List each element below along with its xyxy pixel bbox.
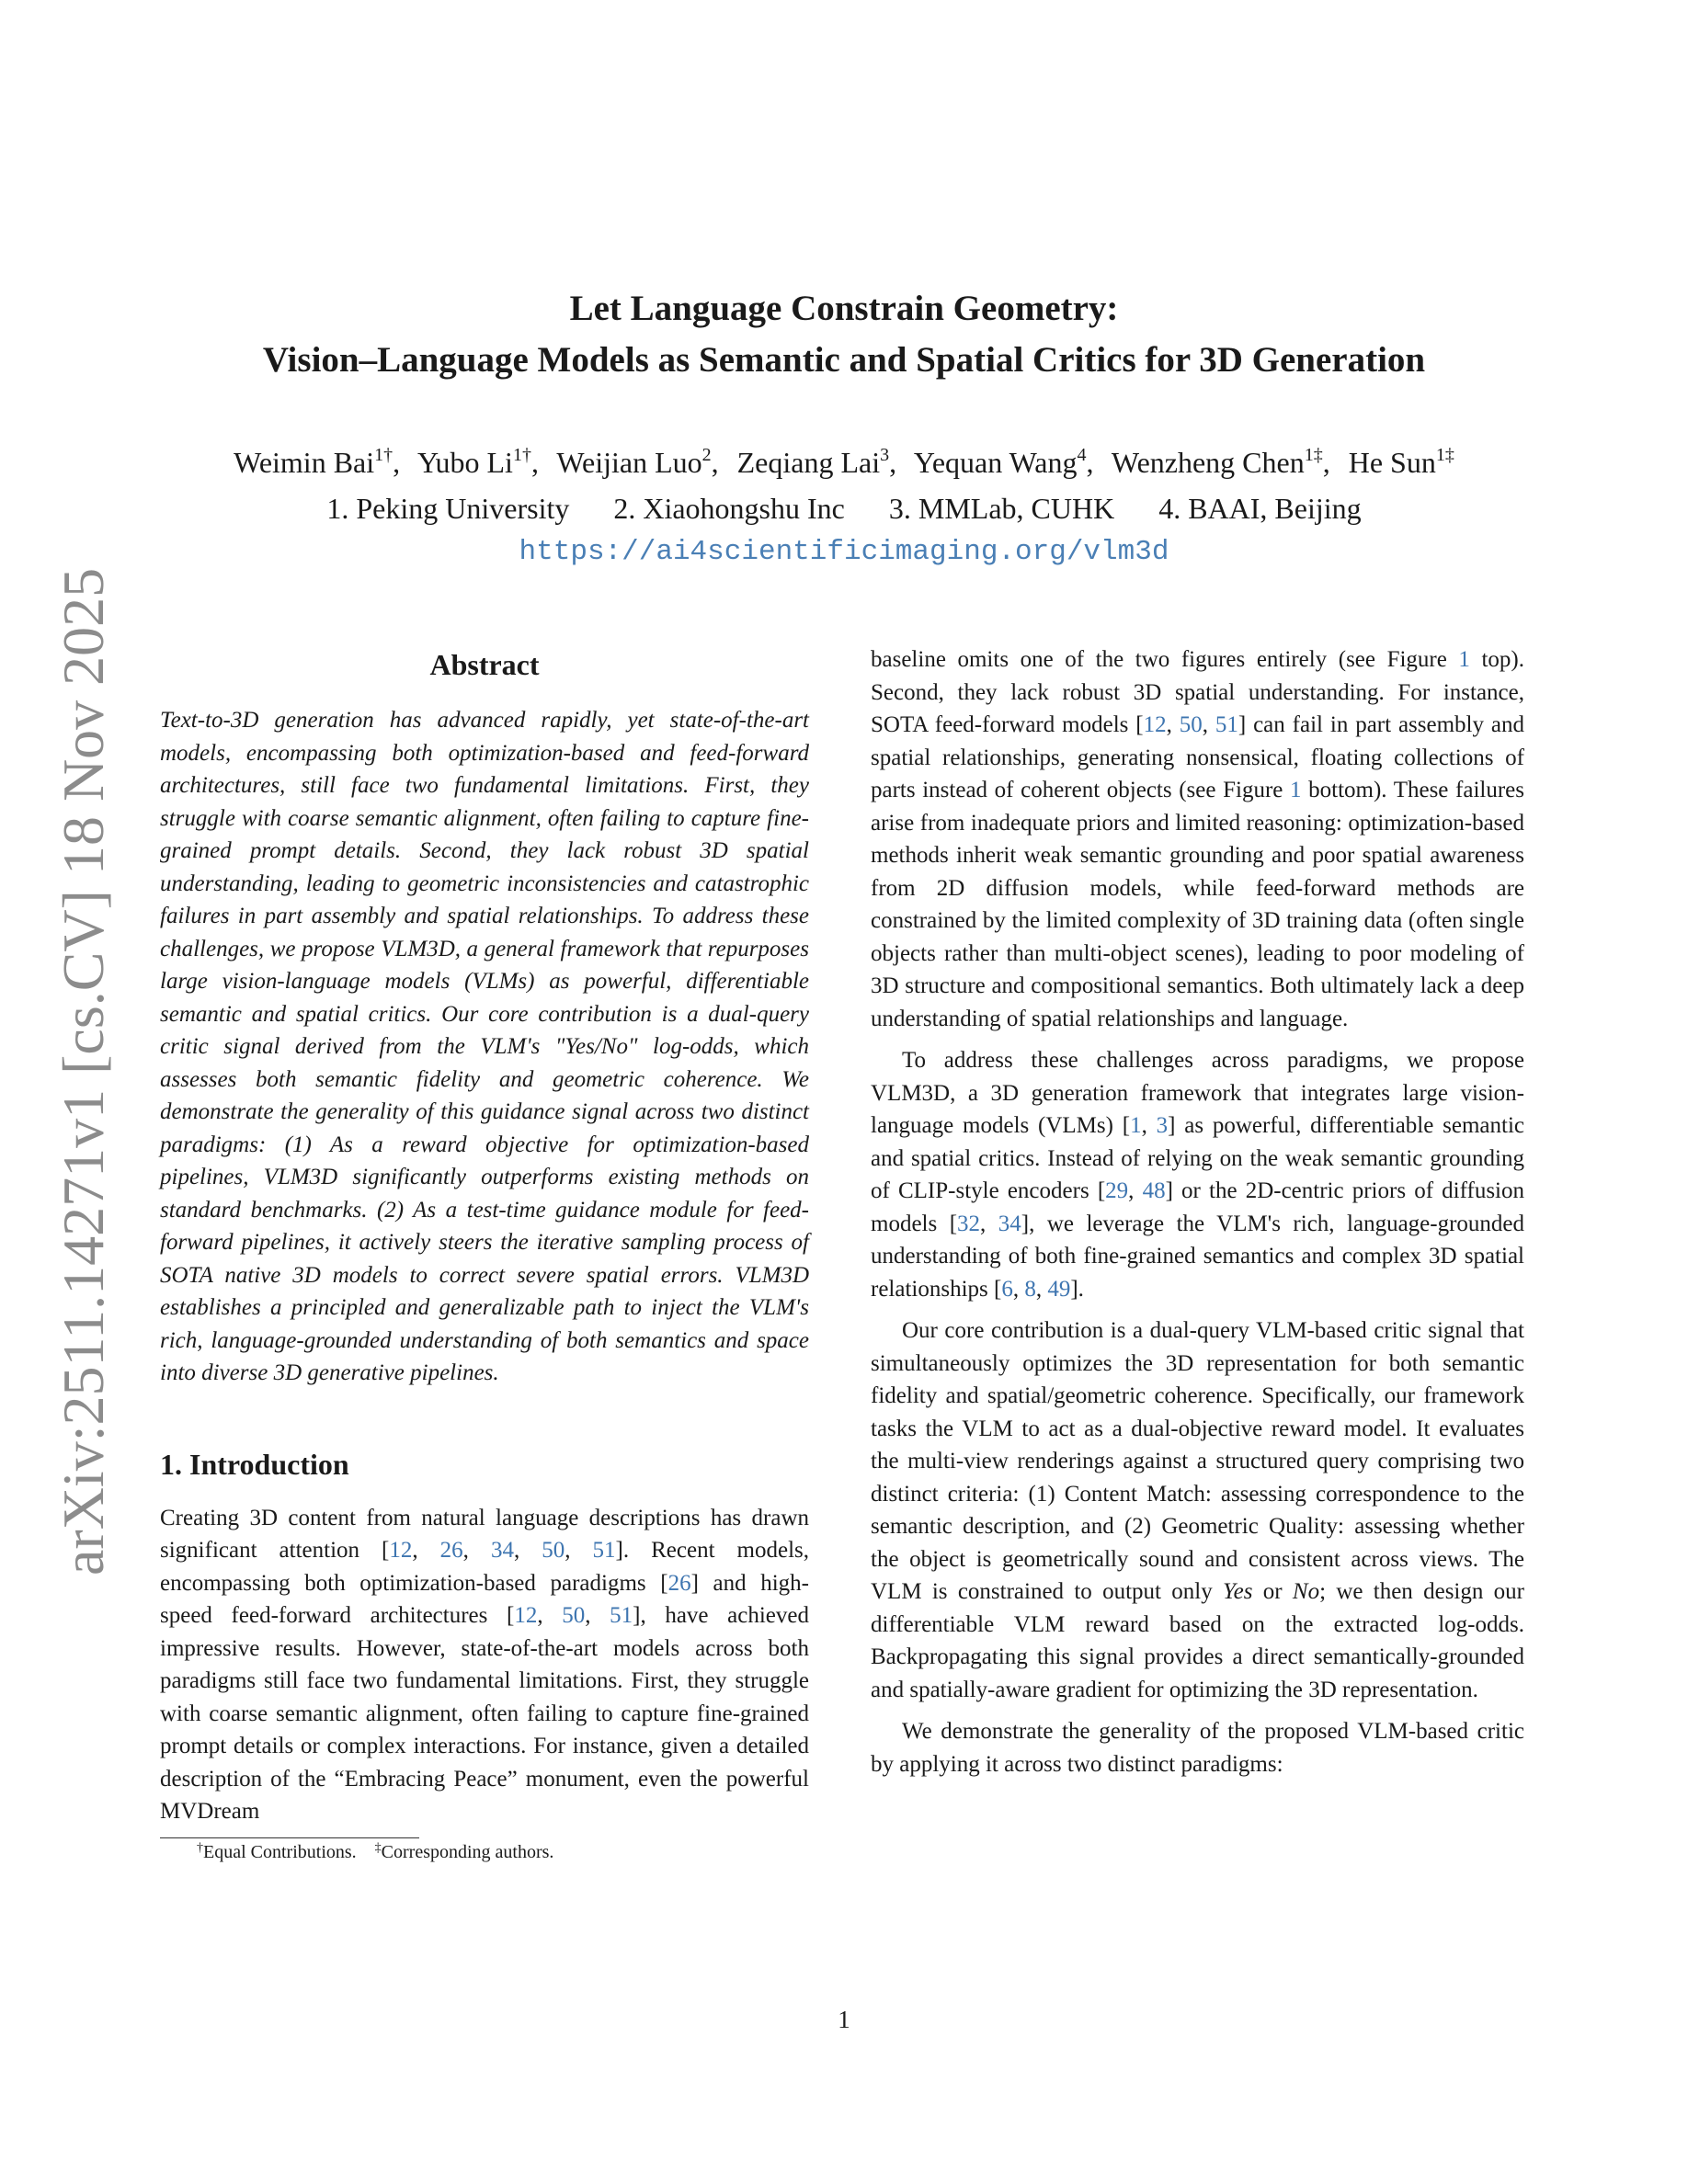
body-paragraph-1: baseline omits one of the two figures entirely (see Figure 1 top). Second, they lack robust 3D spatial understanding. For instance, SOTA feed-forward models [12, 50, 51] can fail in part assembly and spatial relationships, generating nonsensical, floating collections of parts instead of coherent objects (see Figure 1 bottom). These failures arise from inadequate priors and limited reasoning: optimization-based methods inherit weak semantic grounding and poor spatial awareness from 2D diffusion models, while feed-forward methods are constrained by the limited complexity of 3D training data (often single objects rather than multi-object scenes), leading to poor modeling of 3D structure and compositional semantics. Both ultimately lack a deep understanding of spatial relationships and language. (871, 647, 1524, 1031)
figure-link[interactable]: 1 (1458, 647, 1470, 672)
citation-link[interactable]: 34 (490, 1538, 514, 1563)
affiliation-list (0, 485, 1688, 531)
citation-link[interactable]: 51 (1215, 712, 1238, 737)
author: Yubo $Li^{1\dagger}$, (416, 445, 539, 479)
citation-link[interactable]: 32 (957, 1211, 981, 1236)
citation-link[interactable]: 50 (562, 1603, 586, 1628)
introduction-heading: 1. Introduction (160, 1447, 349, 1481)
affiliation: 4. BAAI, Beijing (1158, 492, 1362, 525)
author: Weimin Bai$^{1\dagger}$, (234, 445, 401, 479)
citation-link[interactable]: 34 (998, 1211, 1021, 1236)
page-number: 1 (838, 2006, 850, 2033)
citation-link[interactable]: 26 (439, 1538, 463, 1563)
affiliation: 3. MMLab, CUHK (888, 492, 1115, 525)
body-paragraph-3: Our core contribution is a dual-query VLM-based critic signal that simultaneously optimizes the 3D representation for both semantic fidelity and spatial/geometric coherence. Specifically, our framework tasks the VLM to act as a dual-objective reward model. It evaluates the multi-view renderings against a structured query comprising two distinct criteria: (1) Content Match: assessing correspondence to the semantic description, and (2) Geometric Quality: assessing whether the object is geometrically sound and consistent across views. The VLM is constrained to output only Yes or No; we then design our differentiable VLM reward based on the extracted log-odds. Backpropagating this signal provides a direct semantically-grounded and spatially-aware gradient for optimizing the 3D representation. (871, 1318, 1524, 1702)
author: He Sun$^{1\ddagger}$ (1348, 445, 1454, 479)
citation-link[interactable]: 26 (667, 1570, 691, 1596)
author: Yequan Wang$^4$, (913, 445, 1094, 479)
citation-link[interactable]: 49 (1047, 1276, 1071, 1302)
left-column (160, 643, 809, 1866)
figure-link[interactable]: 1 (1290, 778, 1302, 802)
citation-link[interactable]: 12 (1143, 712, 1167, 737)
citation-link[interactable]: 1 (1130, 1113, 1142, 1138)
citation-link[interactable]: 12 (389, 1538, 413, 1563)
citation-link[interactable]: 50 (1179, 712, 1203, 737)
abstract-heading: Abstract (429, 648, 540, 681)
author-list (0, 439, 1688, 485)
body-paragraph-4: We demonstrate the generality of the proposed VLM-based critic by applying it across two distinct paradigms: (871, 1719, 1524, 1777)
citation-link[interactable]: 51 (592, 1538, 616, 1563)
intro-paragraph-1: Creating 3D content from natural language descriptions has drawn significant attention [12, 26, 34, 50, 51]. Recent models, encompassing both optimization-based paradigms [26] and high-speed feed-forward architectures [12, 50, 51], have achieved impressive results. However, state-of-the-art models across both paradigms still face two fundamental limitations. First, they struggle with coarse semantic alignment, often failing to capture fine-grained prompt details or complex interactions. For instance, given a detailed description of the “Embracing Peace” monument, even the powerful MVDream (160, 1505, 810, 1824)
abstract-text: Text-to-3D generation has advanced rapidly, yet state-of-the-art models, encompassing both optimization-based and feed-forward architectures, still face two fundamental limitations. First, they struggle with coarse semantic alignment, often failing to capture fine-grained prompt details. Second, they lack robust 3D spatial understanding, leading to geometric inconsistencies and catastrophic failures in part assembly and spatial relationships. To address these challenges, we propose VLM3D, a general framework that repurposes large vision-language models (VLMs) as powerful, differentiable semantic and spatial critics. Our core contribution is a dual-query critic signal derived from the VLM's "Yes/No" log-odds, which assesses both semantic fidelity and geometric coherence. We demonstrate the generality of this guidance signal across two distinct paradigms: (1) As a reward objective for optimization-based pipelines, VLM3D significantly outperforms existing methods on standard benchmarks. (2) As a test-time guidance module for feed-forward pipelines, it actively steers the iterative sampling process of SOTA native 3D models to correct severe spatial errors. VLM3D establishes a principled and generalizable path to inject the VLM's rich, language-grounded understanding of both semantics and space into diverse 3D generative pipelines. (160, 708, 809, 1385)
citation-link[interactable]: 6 (1001, 1276, 1013, 1302)
footnote: †Equal Contributions. ‡Corresponding authors. (197, 1840, 554, 1862)
author: Weijian Luo$^2$, (556, 445, 719, 479)
right-column (871, 643, 1524, 1780)
body-paragraph-2: To address these challenges across paradigms, we propose VLM3D, a 3D generation framework that integrates large vision-language models (VLMs) [1, 3] as powerful, differentiable semantic and spatial critics. Instead of relying on the weak semantic grounding of CLIP-style encoders [29, 48] or the 2D-centric priors of diffusion models [32, 34], we leverage the VLM's rich, language-grounded understanding of both fine-grained semantics and complex 3D spatial relationships [6, 8, 49]. (871, 1048, 1525, 1302)
project-url-link[interactable]: https://ai4scientificimaging.org/vlm3d (519, 536, 1169, 568)
citation-link[interactable]: 51 (610, 1603, 633, 1628)
title-line-2: Vision–Language Models as Semantic and Spatial Critics for 3D Generation (262, 340, 1426, 380)
title-line-1: Let Language Constrain Geometry: (569, 289, 1119, 328)
author: Zeqiang Lai$^3$, (736, 445, 897, 479)
citation-link[interactable]: 29 (1105, 1178, 1129, 1203)
paper-title (0, 283, 1688, 386)
citation-link[interactable]: 12 (514, 1603, 538, 1628)
author: Wenzheng Chen$^{1\ddagger}$, (1111, 445, 1330, 479)
citation-link[interactable]: 48 (1142, 1178, 1166, 1203)
citation-link[interactable]: 50 (542, 1538, 565, 1563)
affiliation: 1. Peking University (326, 492, 570, 525)
citation-link[interactable]: 8 (1024, 1276, 1036, 1302)
affiliation: 2. Xiaohongshu Inc (613, 492, 845, 525)
citation-link[interactable]: 3 (1156, 1113, 1169, 1138)
arxiv-identifier: arXiv:2511.14271v1 [cs.CV] 18 Nov 2025 (51, 567, 116, 1575)
